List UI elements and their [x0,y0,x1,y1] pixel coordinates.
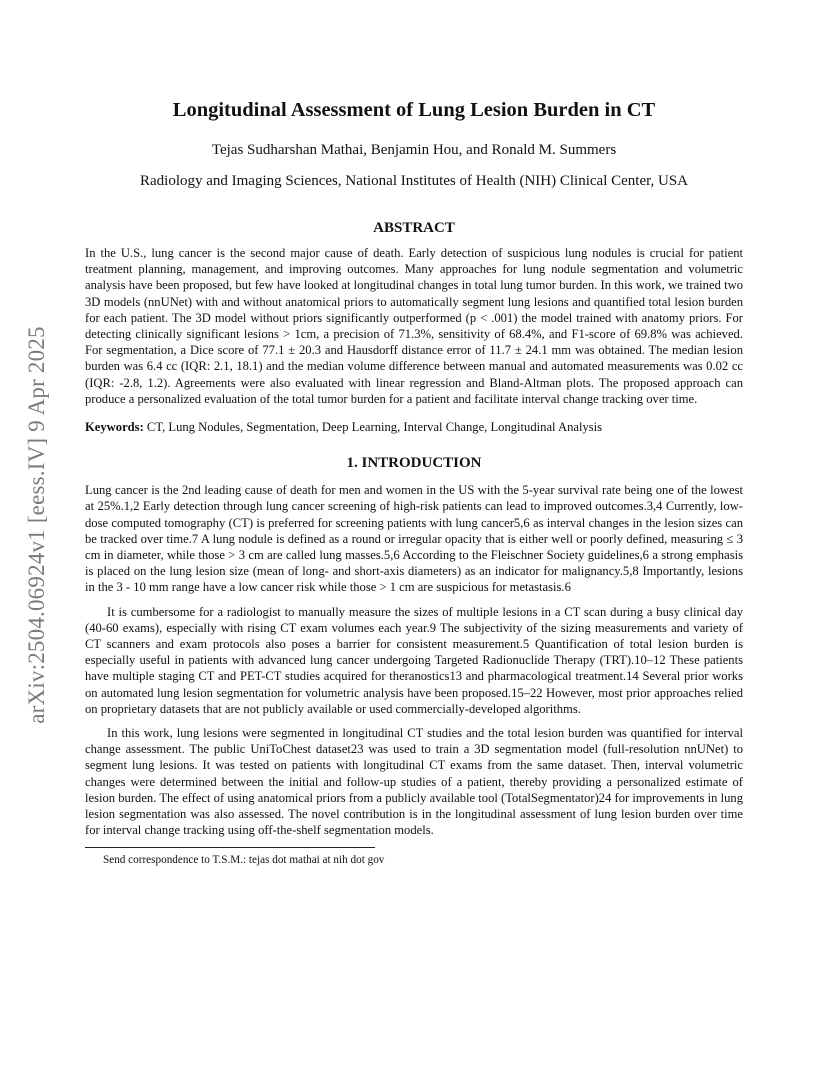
keywords-line [85,419,743,435]
correspondence-footnote: Send correspondence to T.S.M.: tejas dot mathai at nih dot gov [103,853,385,866]
arxiv-sidebar [22,290,52,760]
intro-paragraph-1: Lung cancer is the 2nd leading cause of death for men and women in the US with the 5-year survival rate being one of the lowest at 25%.1,2 Early detection through lung cancer screening of high-risk patients can lead to improved outcomes.3,4 Currently, low-dose computed tomography (CT) is preferred for screening patients with lung cancer5,6 as interval changes in the lesion sizes can be tracked over time.7 A lung nodule is defined as a round or irregular opacity that is either well or poorly defined, measuring ≤ 3 cm in diameter, while those > 3 cm are called lung masses.5,6 According to the Fleischner Society guidelines,6 a strong emphasis is placed on the lung lesion size (mean of long- and short-axis diameters) as an indicator for malignancy.5,8 Importantly, lesions in the 3 - 10 mm range have a low cancer risk while those > 1 cm are suspicious for metastasis.6 [85,483,743,595]
abstract-text: In the U.S., lung cancer is the second major cause of death. Early detection of suspicious lung nodules is crucial for patient treatment planning, management, and improving outcomes. Many approaches for lung nodule segmentation and volumetric analysis have been proposed, but few have looked at longitudinal changes in total lung tumor burden. In this work, we trained two 3D models (nnUNet) with and without anatomical priors to automatically segment lung lesions and quantified total lesion burden for each patient. The 3D model without priors significantly outperformed (p < .001) the model trained with anatomy priors. For detecting clinically significant lesions > 1cm, a precision of 71.3%, sensitivity of 68.4%, and F1-score of 69.8% was achieved. For segmentation, a Dice score of 77.1 ± 20.3 and Hausdorff distance error of 11.7 ± 24.1 mm was obtained. The median lesion burden was 6.4 cc (IQR: 2.1, 18.1) and the median volume difference between manual and automated measurements was 0.02 cc (IQR: -2.8, 1.2). Agreements were also evaluated with linear regression and Bland-Altman plots. The proposed approach can produce a personalized evaluation of the total tumor burden for a patient and facilitate interval change tracking over time. [85,246,743,406]
arxiv-identifier: arXiv:2504.06924v1 [eess.IV] 9 Apr 2025 [24,326,49,724]
paper-page [85,96,743,866]
intro-paragraph-3: In this work, lung lesions were segmented in longitudinal CT studies and the total lesion burden was quantified for interval change assessment. The public UniToChest dataset23 was used to train a 3D segmentation model (full-resolution nnUNet) to segment lung lesions. It was tested on patients with longitudinal CT exams from the same dataset. Then, interval volumetric changes were determined between the initial and follow-up studies of a patient, thereby providing a personalized estimate of lesion burden. The effect of using anatomical priors from a publicly available tool (TotalSegmentator)24 for improvements in lung lesion segmentation was also assessed. The novel contribution is in the longitudinal assessment of lung lesion burden over time for interval change tracking using off-the-shelf segmentation models. [85,726,743,838]
intro-paragraph-2: It is cumbersome for a radiologist to manually measure the sizes of multiple lesions in a CT scan during a busy clinical day (40-60 exams), especially with rising CT exam volumes each year.9 The subjectivity of the sizing measurements and variety of CT scanners and exam protocols also poses a barrier for consistent measurement.5 Quantification of total lesion burden is especially useful in patients with advanced lung cancer undergoing Targeted Radionuclide Therapy (TRT).10–12 These patients have multiple staging CT and PET-CT studies acquired for theranostics13 and pharmacological treatment.14 Several prior works on automated lung lesion segmentation for volumetric analysis have been proposed.15–22 However, most prior approaches relied on proprietary datasets that are not publicly available or used commercially-developed algorithms. [85,604,743,716]
keywords-text: CT, Lung Nodules, Segmentation, Deep Learning, Interval Change, Longitudinal Analysis [146,420,603,435]
introduction-heading: 1. INTRODUCTION [346,455,482,472]
paper-title: Longitudinal Assessment of Lung Lesion Burden in CT [172,99,656,121]
footnote-divider [85,847,375,848]
abstract-heading: ABSTRACT [373,220,455,236]
keywords-label: Keywords: [85,420,144,435]
affiliation: Radiology and Imaging Sciences, National Institutes of Health (NIH) Clinical Center, USA [139,173,689,189]
author-list: Tejas Sudharshan Mathai, Benjamin Hou, and Ronald M. Summers [211,142,617,158]
